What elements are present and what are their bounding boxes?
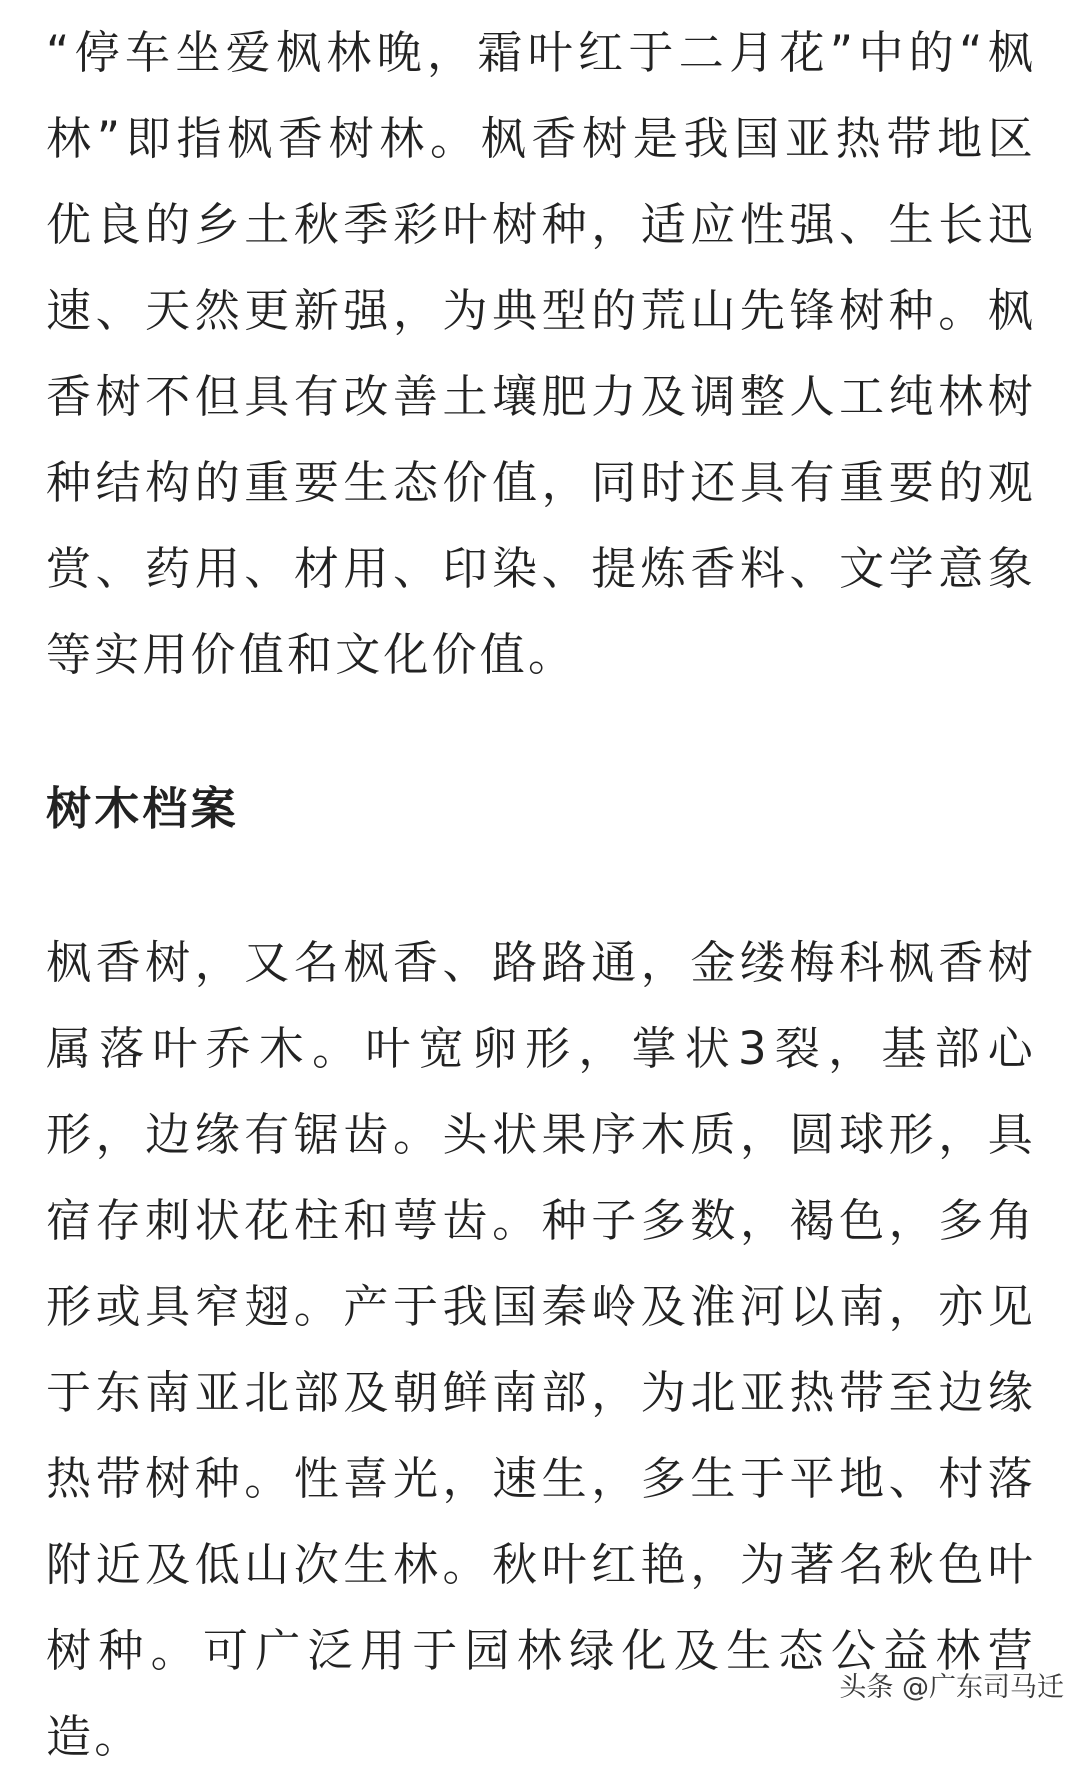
section-heading-tree-profile: 树木档案	[46, 782, 239, 835]
article-body	[46, 10, 1036, 1780]
article-paragraph-tree-profile: 枫香树，又名枫香、路路通，金缕梅科枫香树属落叶乔木。叶宽卵形，掌状3裂，基部心形，边缘有锯齿。头状果序木质，圆球形，具宿存刺状花柱和萼齿。种子多数，褐色，多角形或具窄翅。产于我国秦岭及淮河以南，亦见于东南亚北部及朝鲜南部，为北亚热带至边缘热带树种。性喜光，速生，多生于平地、村落附近及低山次生林。秋叶红艳，为著名秋色叶树种。可广泛用于园林绿化及生态公益林营造。	[46, 936, 1036, 1763]
source-watermark: 头条 @广东司马迁	[839, 1672, 1064, 1703]
article-paragraph-intro: “停车坐爱枫林晚，霜叶红于二月花”中的“枫林”即指枫香树林。枫香树是我国亚热带地区优良的乡土秋季彩叶树种，适应性强、生长迅速、天然更新强，为典型的荒山先锋树种。枫香树不但具有改善土壤肥力及调整人工纯林树种结构的重要生态价值，同时还具有重要的观赏、药用、材用、印染、提炼香料、文学意象等实用价值和文化价值。	[46, 26, 1036, 681]
